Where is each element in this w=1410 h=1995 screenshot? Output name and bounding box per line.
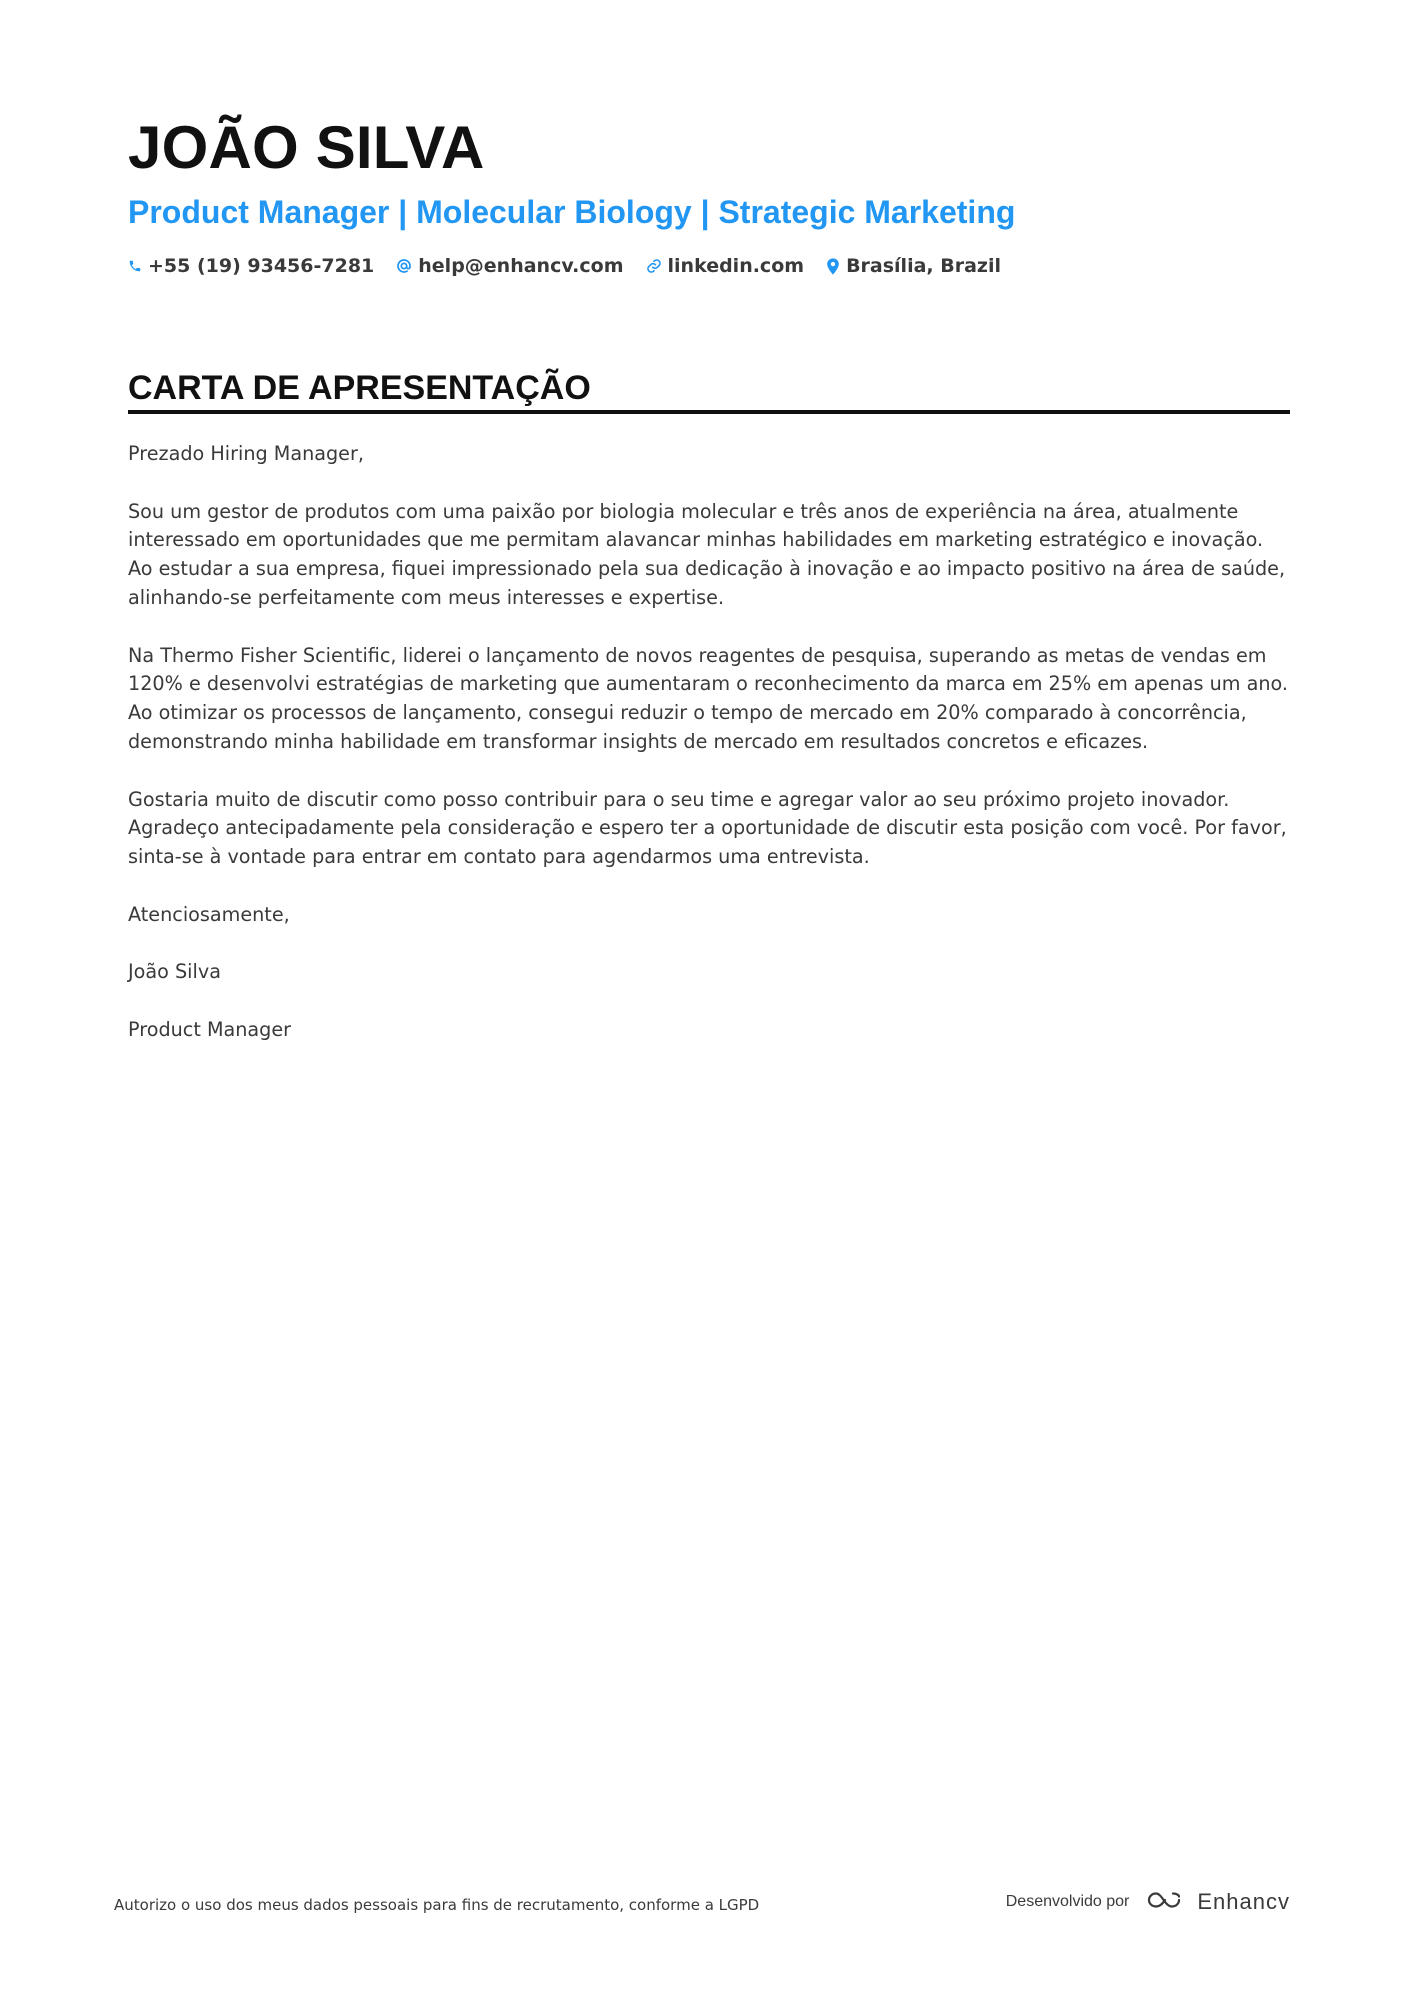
section-title: CARTA DE APRESENTAÇÃO [128, 369, 591, 407]
letter-body [128, 440, 1290, 1074]
brand-name: Enhancv [1197, 1889, 1290, 1914]
at-icon [396, 258, 412, 274]
brand-logo[interactable] [1141, 1888, 1290, 1916]
linkedin-text: linkedin.com [667, 255, 805, 277]
consent-note: Autorizo o uso dos meus dados pessoais para fins de recrutamento, conforme a LGPD [114, 1896, 760, 1914]
powered-by-label: Desenvolvido por [1005, 1893, 1130, 1910]
signature-name: João Silva [128, 960, 221, 984]
signature-title: Product Manager [128, 1017, 292, 1041]
letter-paragraph: Na Thermo Fisher Scientific, liderei o lançamento de novos reagentes de pesquisa, superando as metas de vendas em 120% e desenvolvi estratégias de marketing que aumentaram o reconhecimento da marca em 25% em apenas um ano. Ao otimizar os processos de lançamento, consegui reduzir o tempo de mercado em 20% comparado à concorrência, demonstrando minha habilidade em transformar insights de mercado em resultados concretos e eficazes. [128, 643, 1289, 753]
contact-linkedin[interactable] [646, 252, 805, 280]
letter-paragraph: Gostaria muito de discutir como posso contribuir para o seu time e agregar valor ao seu próximo projeto inovador. Agradeço antecipadamente pela consideração e espero ter a oportunidade de discutir esta posição com você. Por favor, sinta-se à vontade para entrar em contato para agendarmos uma entrevista. [128, 787, 1287, 869]
letter-paragraph: Sou um gestor de produtos com uma paixão por biologia molecular e três anos de experiência na área, atualmente interessado em oportunidades que me permitam alavancar minhas habilidades em marketing estratégico e inovação. Ao estudar a sua empresa, fiquei impressionado pela sua dedicação à inovação e ao impacto positivo na área de saúde, alinhando-se perfeitamente com meus interesses e expertise. [128, 499, 1286, 609]
powered-by [1006, 1888, 1290, 1916]
contact-phone[interactable] [128, 252, 374, 280]
phone-icon [128, 258, 142, 274]
section-divider [128, 410, 1290, 414]
enhancv-logo-icon [1141, 1888, 1187, 1916]
letter-greeting: Prezado Hiring Manager, [128, 442, 364, 465]
applicant-name: JOÃO SILVA [128, 114, 485, 181]
link-icon [646, 258, 662, 274]
phone-text: +55 (19) 93456-7281 [148, 255, 375, 277]
applicant-headline: Product Manager | Molecular Biology | Strategic Marketing [128, 194, 1016, 230]
contact-info [128, 252, 1001, 280]
letter-closing: Atenciosamente, [128, 902, 290, 926]
email-text: help@enhancv.com [418, 255, 624, 277]
contact-email[interactable] [396, 252, 623, 280]
location-text: Brasília, Brazil [846, 255, 1001, 277]
location-pin-icon [826, 258, 840, 275]
contact-location [826, 252, 1001, 280]
